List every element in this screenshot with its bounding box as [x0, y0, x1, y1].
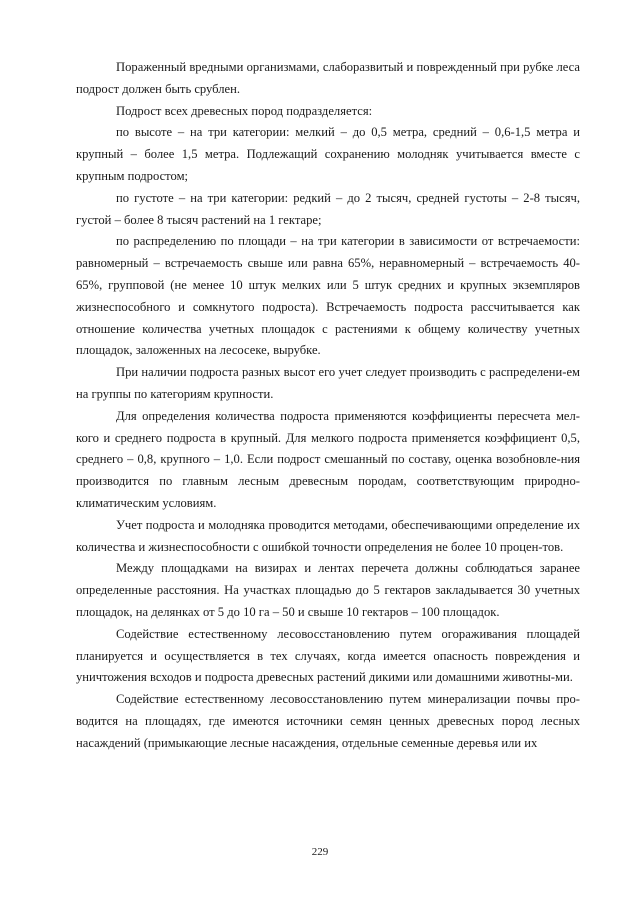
paragraph-7: Для определения количества подроста применяются коэффициенты пересчета мел-кого и среднего подроста в крупный. Для мелкого подроста применяется коэффициент 0,5, среднего – 0,8, крупного – 1,0. Если подрост смешанный по составу, оценка возобновле-ния производится по главным лесным древесным породам, соответствующим природно-климатическим условиям. [76, 408, 580, 510]
paragraph-3: по высоте – на три категории: мелкий – до 0,5 метра, средний – 0,6-1,5 метра и крупный – более 1,5 метра. Подлежащий сохранению молодняк учитывается вместе с крупным подростом; [76, 125, 580, 183]
paragraph-2: Подрост всех древесных пород подразделяется: [116, 103, 373, 118]
paragraph-9: Между площадками на визирах и лентах перечета должны соблюдаться заранее определенные расстояния. На участках площадью до 5 гектаров закладывается 30 учетных площадок, на делянках от 5 до 10 га – 50 и свыше 10 гектаров – 100 площадок. [76, 561, 580, 619]
paragraph-1: Пораженный вредными организмами, слаборазвитый и поврежденный при рубке леса подрост должен быть срублен. [76, 60, 580, 96]
page-number: 229 [311, 846, 329, 858]
paragraph-10: Содействие естественному лесовосстановлению путем огораживания площадей планируется и осуществляется в тех случаях, когда имеется опасность повреждения и уничтожения всходов и подроста древесных растений дикими или домашними животны-ми. [76, 626, 580, 685]
paragraph-6: При наличии подроста разных высот его учет следует производить с распределени-ем на группы по категориям крупности. [76, 365, 580, 401]
body-text [76, 57, 580, 755]
paragraph-5: по распределению по площади – на три категории в зависимости от встречаемости: равномерный – встречаемость свыше или равна 65%, неравномерный – встречаемость 40-65%, групповой (не менее 10 штук мелких или 5 штук средних и крупных экземпляров жизнеспособного и сомкнутого подроста). Встречаемость подроста рассчитывается как отношение количества учетных площадок с растениями к общему количеству учетных площадок, заложенных на лесосеке, вырубке. [76, 234, 580, 358]
paragraph-4: по густоте – на три категории: редкий – до 2 тысяч, средней густоты – 2-8 тысяч, густой – более 8 тысяч растений на 1 гектаре; [76, 190, 580, 227]
paragraph-11: Содействие естественному лесовосстановлению путем минерализации почвы про-водится на площадях, где имеются источники семян ценных древесных пород лесных насаждений (примыкающие лесные насаждения, отдельные семенные деревья или их [76, 692, 580, 750]
paragraph-8: Учет подроста и молодняка проводится методами, обеспечивающими определение их количества и жизнеспособности с ошибкой точности определения не более 10 процен-тов. [76, 517, 580, 554]
